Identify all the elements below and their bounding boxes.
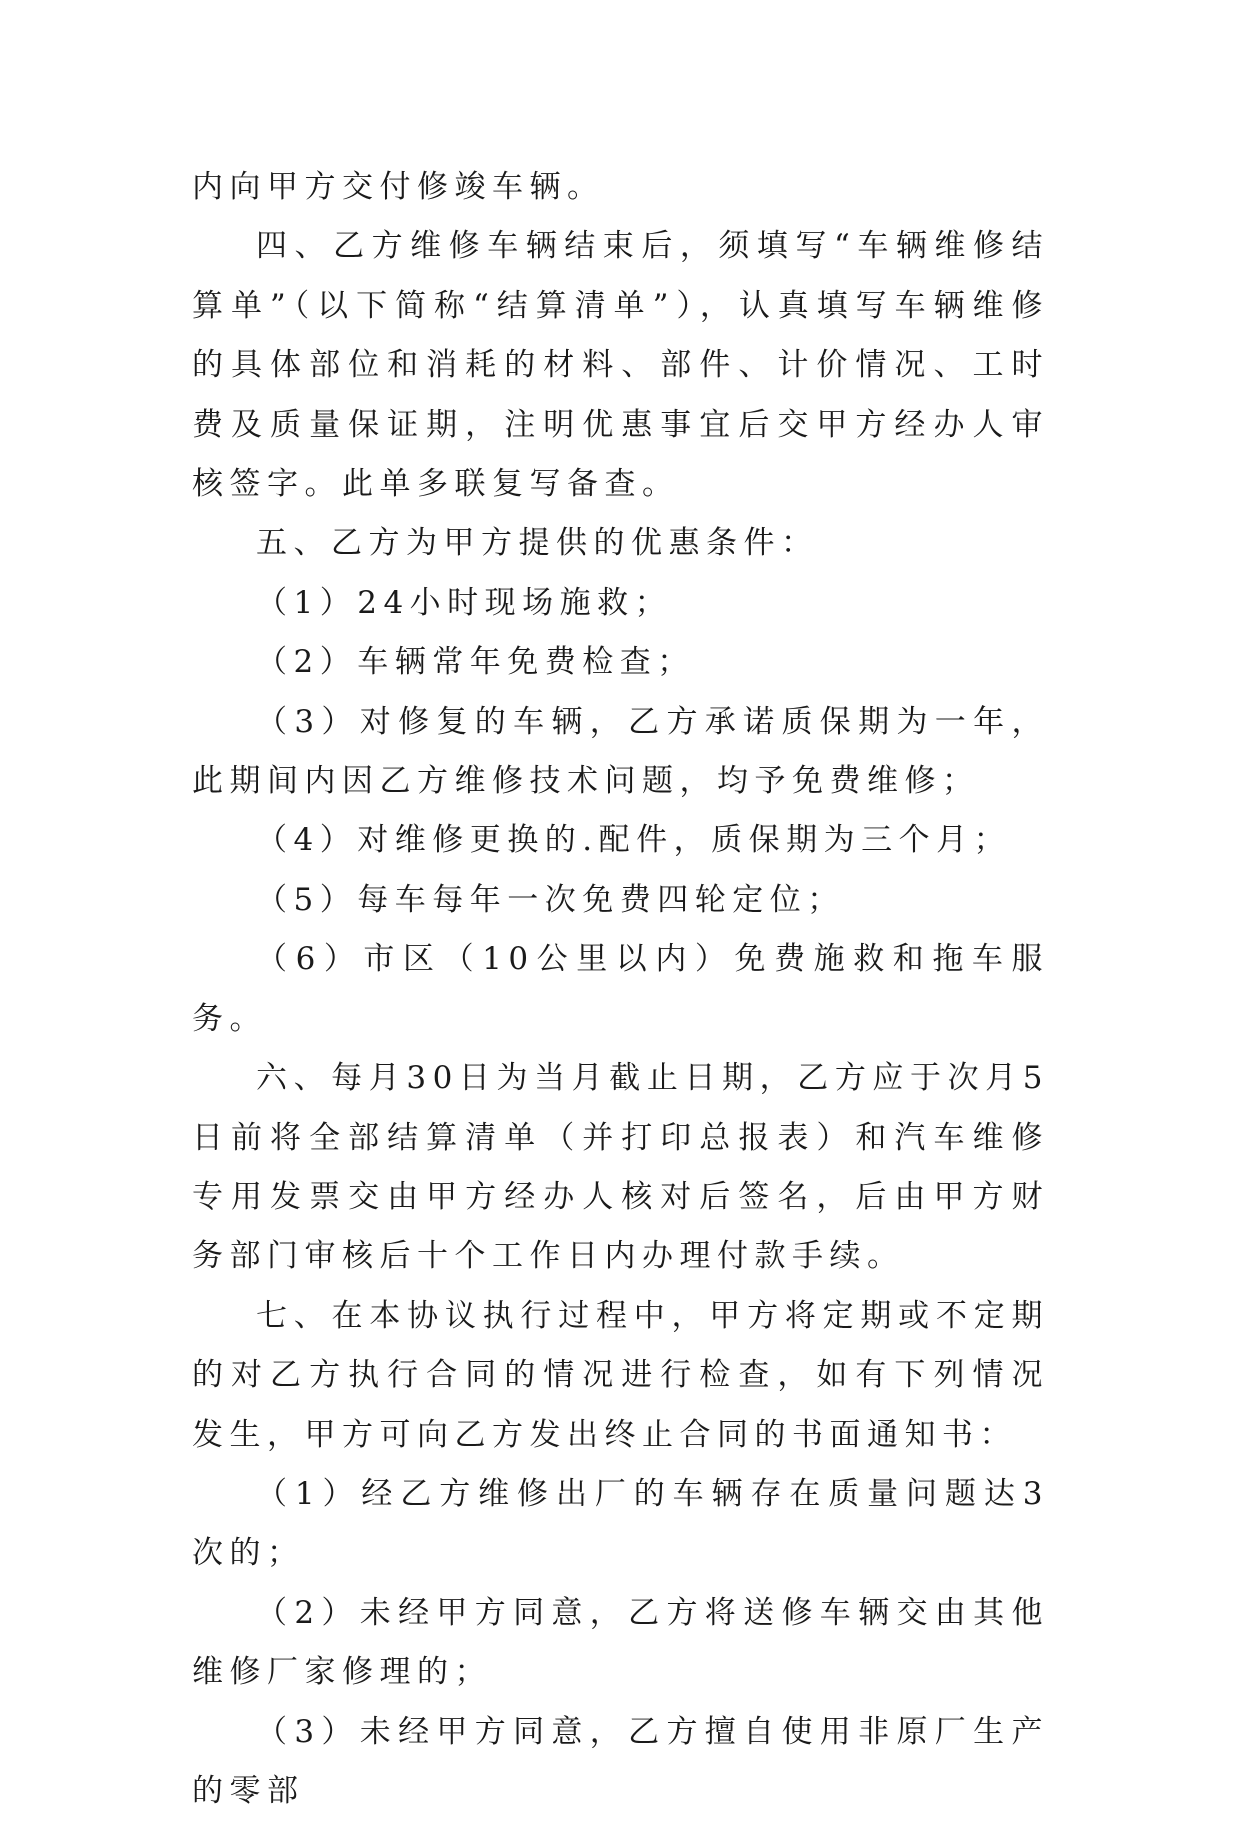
paragraph-continuation: 内向甲方交付修竣车辆。 (192, 169, 605, 205)
list-item: （2）未经甲方同意，乙方将送修车辆交由其他维修厂家修理的； (192, 1594, 1049, 1691)
list-item: （3）对修复的车辆，乙方承诺质保期为一年，此期间内因乙方维修技术问题，均予免费维修； (192, 703, 1049, 800)
list-item: （5）每车每年一次免费四轮定位； (256, 881, 845, 918)
list-item: （1）经乙方维修出厂的车辆存在质量问题达3次的； (192, 1475, 1049, 1572)
list-item: （2）车辆常年免费检查； (256, 644, 695, 681)
document-body (192, 158, 1049, 1821)
paragraph-section-five: 五、乙方为甲方提供的优惠条件： (256, 525, 819, 562)
paragraph-section-seven: 七、在本协议执行过程中，甲方将定期或不定期的对乙方执行合同的情况进行检查，如有下列情况发生，甲方可向乙方发出终止合同的书面通知书： (192, 1297, 1049, 1453)
list-item: （4）对维修更换的.配件，质保期为三个月； (256, 822, 1012, 859)
list-item: （3）未经甲方同意，乙方擅自使用非原厂生产的零部 (192, 1713, 1049, 1809)
paragraph-section-six: 六、每月30日为当月截止日期，乙方应于次月5日前将全部结算清单（并打印总报表）和汽车维修专用发票交由甲方经办人核对后签名，后由甲方财务部门审核后十个工作日内办理付款手续。 (192, 1060, 1049, 1275)
list-item: （6）市区（10公里以内）免费施救和拖车服务。 (192, 941, 1049, 1037)
paragraph-section-four: 四、乙方维修车辆结束后，须填写“车辆维修结算单”（以下简称“结算清单”），认真填写车辆维修的具体部位和消耗的材料、部件、计价情况、工时费及质量保证期，注明优惠事宜后交甲方经办人审核签字。此单多联复写备查。 (192, 228, 1049, 503)
list-item: （1）24小时现场施救； (256, 584, 673, 621)
